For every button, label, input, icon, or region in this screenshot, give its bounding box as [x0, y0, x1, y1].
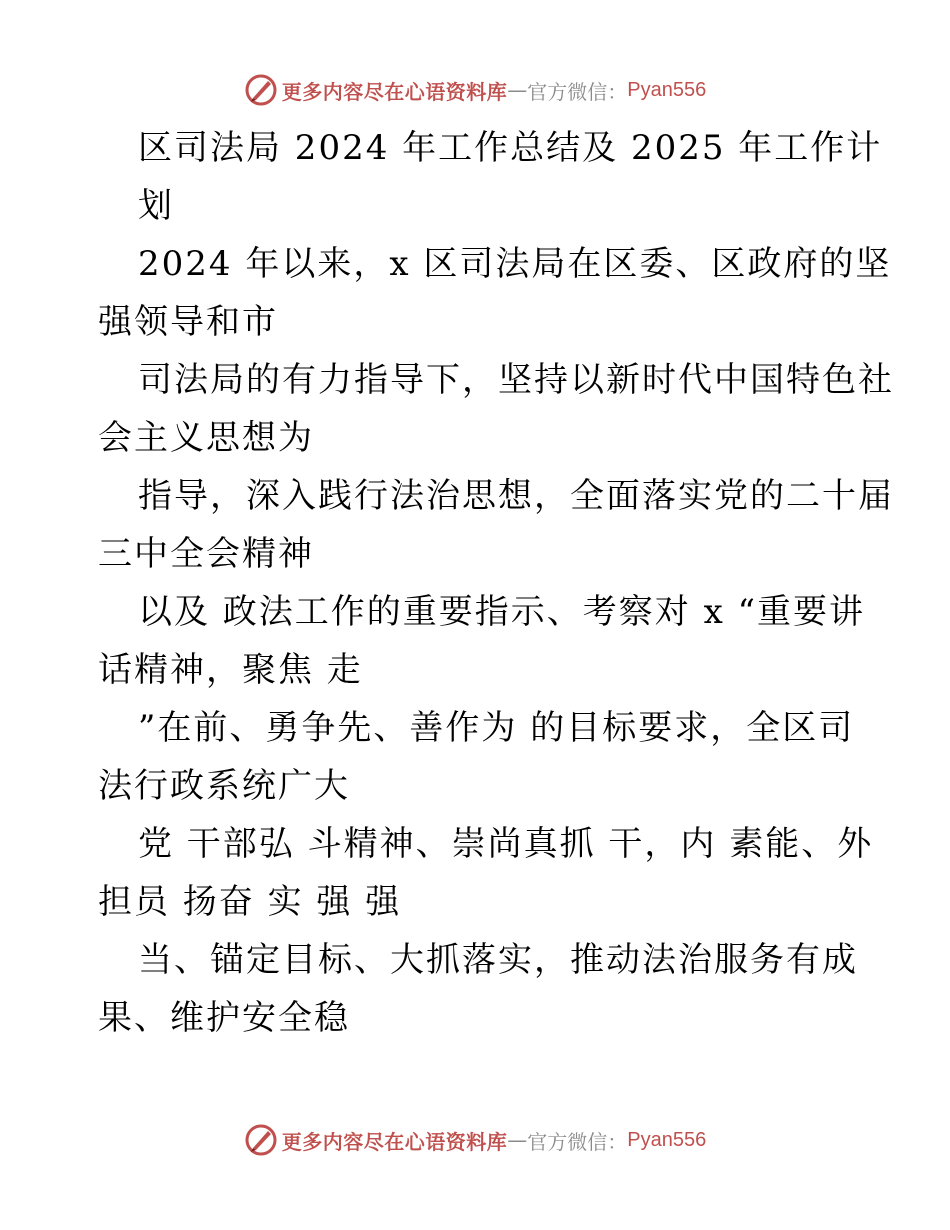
watermark-wechat-label: 官方微信：: [527, 1129, 628, 1154]
watermark-text: 更多内容尽在心语资料库: [281, 1129, 508, 1154]
paragraph-line: 当、锚定目标、大抓落实，推动法治服务有成: [138, 940, 858, 980]
document-title-line-2: 划: [138, 186, 174, 226]
paragraph-line: 2024 年以来，x 区司法局在区委、区政府的坚: [138, 244, 892, 284]
paragraph-line: 指导，深入践行法治思想，全面落实党的二十届: [138, 476, 894, 516]
pen-logo-icon: [244, 1123, 278, 1157]
watermark-footer: [0, 1120, 950, 1160]
watermark-wechat-label: 官方微信：: [527, 79, 628, 104]
watermark-separator: —: [507, 1128, 528, 1152]
paragraph-line: 果、维护安全稳: [98, 998, 350, 1038]
paragraph-line: 党 干部弘 斗精神、崇尚真抓 干，内 素能、外: [138, 824, 874, 864]
paragraph-line: 以及 政法工作的重要指示、考察对 x “重要讲: [138, 592, 865, 632]
watermark-wechat-id: Pyan556: [627, 78, 707, 101]
pen-logo-icon: [244, 73, 278, 107]
watermark-separator: —: [507, 78, 528, 102]
watermark-wechat-id: Pyan556: [627, 1128, 707, 1151]
paragraph-line: ”在前、勇争先、善作为 的目标要求，全区司: [138, 708, 855, 748]
paragraph-line: 强领导和市: [98, 302, 278, 342]
document-title-line-1: 区司法局 2024 年工作总结及 2025 年工作计: [138, 128, 883, 168]
paragraph-line: 话精神，聚焦 走: [98, 650, 363, 690]
watermark-header: [0, 70, 950, 110]
paragraph-line: 三中全会精神: [98, 534, 314, 574]
paragraph-line: 法行政系统广大: [98, 766, 350, 806]
paragraph-line: 司法局的有力指导下，坚持以新时代中国特色社: [138, 360, 894, 400]
watermark-text: 更多内容尽在心语资料库: [281, 79, 508, 104]
paragraph-line: 会主义思想为: [98, 418, 314, 458]
paragraph-line: 担员 扬奋 实 强 强: [98, 882, 402, 922]
